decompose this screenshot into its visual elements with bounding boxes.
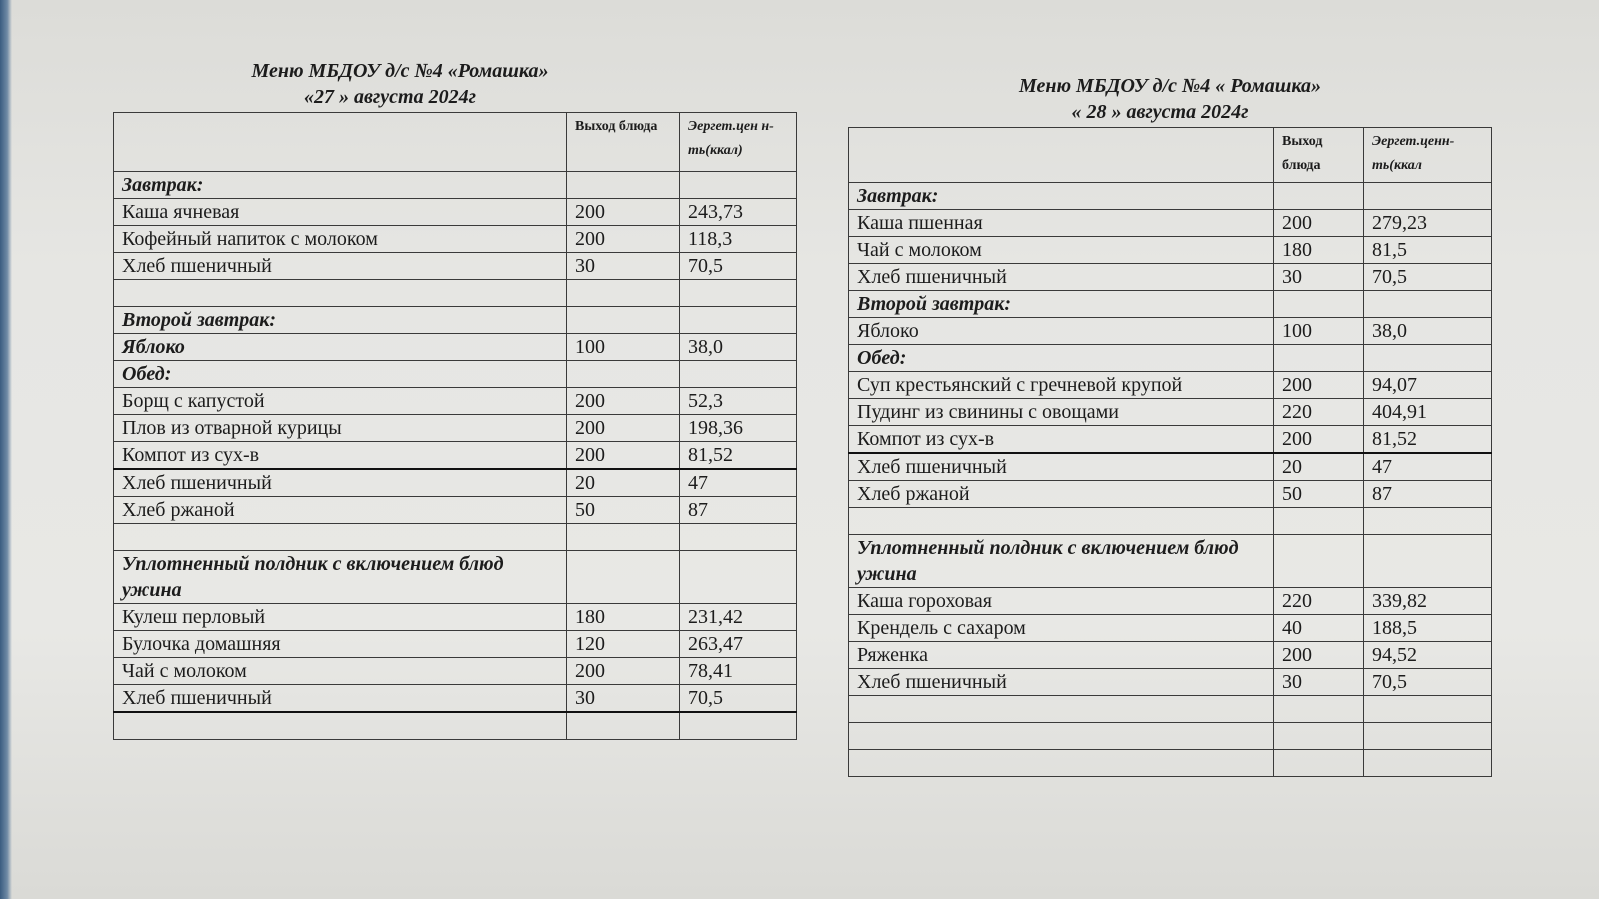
- section-row: [114, 361, 797, 388]
- dish-energy: 118,3: [680, 226, 797, 253]
- dish-yield: 200: [1274, 426, 1364, 454]
- dish-energy: [680, 307, 797, 334]
- menu-date-line: «27 » августа 2024г: [303, 86, 476, 108]
- dish-name: Каша ячневая: [114, 199, 567, 226]
- dish-name: Пудинг из свинины с овощами: [849, 399, 1274, 426]
- dish-energy: [1364, 345, 1492, 372]
- dish-energy: [680, 524, 797, 551]
- dish-name: Завтрак:: [849, 183, 1274, 210]
- section-row: [849, 291, 1492, 318]
- menu-row: [114, 442, 797, 470]
- dish-name: Компот из сух-в: [114, 442, 567, 470]
- menu-row: [114, 280, 797, 307]
- dish-name: [114, 524, 567, 551]
- dish-yield: 120: [567, 631, 680, 658]
- menu-row: [114, 497, 797, 524]
- dish-energy: 279,23: [1364, 210, 1492, 237]
- dish-yield: 200: [567, 388, 680, 415]
- dish-energy: 47: [1364, 453, 1492, 481]
- dish-yield: 100: [1274, 318, 1364, 345]
- section-row: [114, 172, 797, 199]
- dish-energy: 198,36: [680, 415, 797, 442]
- dish-energy: [1364, 183, 1492, 210]
- dish-energy: 38,0: [1364, 318, 1492, 345]
- dish-yield: [1274, 508, 1364, 535]
- dish-energy: 38,0: [680, 334, 797, 361]
- menu-row: [849, 264, 1492, 291]
- dish-name: Каша пшенная: [849, 210, 1274, 237]
- dish-energy: [680, 551, 797, 604]
- menu-row: [849, 696, 1492, 723]
- menu-row: [849, 750, 1492, 777]
- dish-yield: [567, 551, 680, 604]
- dish-name: Хлеб ржаной: [114, 497, 567, 524]
- dish-energy: 94,52: [1364, 642, 1492, 669]
- section-row: [114, 307, 797, 334]
- header-row: [114, 113, 797, 172]
- yield-column-header: Выход блюда: [1274, 128, 1364, 183]
- dish-energy: 47: [680, 469, 797, 497]
- dish-yield: 40: [1274, 615, 1364, 642]
- dish-name: Плов из отварной курицы: [114, 415, 567, 442]
- dish-yield: 30: [1274, 669, 1364, 696]
- menu-row: [114, 253, 797, 280]
- dish-yield: 200: [1274, 642, 1364, 669]
- dish-energy: 339,82: [1364, 588, 1492, 615]
- menu-row: [849, 669, 1492, 696]
- dish-name: [114, 280, 567, 307]
- dish-name: Компот из сух-в: [849, 426, 1274, 454]
- section-row: [114, 551, 797, 604]
- menu-row: [849, 318, 1492, 345]
- dish-energy: [1364, 535, 1492, 588]
- header-name-cell: [849, 128, 1274, 183]
- dish-name: Яблоко: [114, 334, 567, 361]
- dish-energy: 188,5: [1364, 615, 1492, 642]
- dish-name: Хлеб пшеничный: [114, 685, 567, 713]
- dish-name: Уплотненный полдник с включением блюд ужина: [114, 551, 567, 604]
- menu-row: [114, 631, 797, 658]
- dish-name: Крендель с сахаром: [849, 615, 1274, 642]
- dish-energy: 70,5: [1364, 669, 1492, 696]
- dish-energy: [1364, 723, 1492, 750]
- dish-yield: 200: [567, 658, 680, 685]
- dish-yield: 200: [1274, 210, 1364, 237]
- dish-name: Хлеб ржаной: [849, 481, 1274, 508]
- dish-name: Обед:: [849, 345, 1274, 372]
- dish-energy: 94,07: [1364, 372, 1492, 399]
- dish-name: Второй завтрак:: [114, 307, 567, 334]
- section-row: [849, 345, 1492, 372]
- dish-energy: 70,5: [680, 685, 797, 713]
- menu-row: [849, 481, 1492, 508]
- header-row: [849, 128, 1492, 183]
- menu-date-line: « 28 » августа 2024г: [1071, 101, 1249, 123]
- menu-row: [849, 723, 1492, 750]
- dish-energy: 243,73: [680, 199, 797, 226]
- dish-name: Борщ с капустой: [114, 388, 567, 415]
- dish-name: Хлеб пшеничный: [114, 469, 567, 497]
- dish-energy: 87: [1364, 481, 1492, 508]
- dish-yield: [567, 712, 680, 740]
- dish-name: Ряженка: [849, 642, 1274, 669]
- dish-energy: 70,5: [680, 253, 797, 280]
- menu-row: [849, 210, 1492, 237]
- menu-table: [848, 127, 1492, 777]
- dish-energy: 81,52: [680, 442, 797, 470]
- yield-column-header: Выход блюда: [567, 113, 680, 172]
- dish-yield: [1274, 723, 1364, 750]
- dish-yield: 50: [1274, 481, 1364, 508]
- dish-name: Булочка домашняя: [114, 631, 567, 658]
- dish-yield: 220: [1274, 588, 1364, 615]
- dish-name: Кофейный напиток с молоком: [114, 226, 567, 253]
- dish-name: Завтрак:: [114, 172, 567, 199]
- dish-name: Чай с молоком: [114, 658, 567, 685]
- dish-name: Хлеб пшеничный: [849, 453, 1274, 481]
- dish-energy: 81,52: [1364, 426, 1492, 454]
- menu-table: [113, 112, 797, 740]
- dish-yield: 30: [1274, 264, 1364, 291]
- dish-energy: [1364, 508, 1492, 535]
- menu-row: [114, 199, 797, 226]
- dish-energy: 81,5: [1364, 237, 1492, 264]
- dish-yield: [567, 361, 680, 388]
- menu-row: [849, 642, 1492, 669]
- dish-yield: 30: [567, 685, 680, 713]
- dish-yield: [567, 524, 680, 551]
- menu-row: [849, 615, 1492, 642]
- dish-yield: 200: [1274, 372, 1364, 399]
- dish-energy: 87: [680, 497, 797, 524]
- dish-yield: 100: [567, 334, 680, 361]
- dish-yield: 200: [567, 199, 680, 226]
- dish-energy: [680, 172, 797, 199]
- menu-row: [849, 426, 1492, 454]
- dish-name: Хлеб пшеничный: [114, 253, 567, 280]
- dish-name: [849, 696, 1274, 723]
- dish-energy: 52,3: [680, 388, 797, 415]
- dish-yield: 20: [1274, 453, 1364, 481]
- dish-yield: 220: [1274, 399, 1364, 426]
- dish-energy: [680, 712, 797, 740]
- dish-yield: 180: [1274, 237, 1364, 264]
- menu-row: [849, 508, 1492, 535]
- menu-row: [114, 388, 797, 415]
- dish-name: Кулеш перловый: [114, 604, 567, 631]
- dish-yield: [1274, 696, 1364, 723]
- menu-row: [849, 399, 1492, 426]
- dish-name: Второй завтрак:: [849, 291, 1274, 318]
- menu-row: [114, 226, 797, 253]
- dish-energy: 404,91: [1364, 399, 1492, 426]
- menu-row: [114, 469, 797, 497]
- menu-row: [849, 453, 1492, 481]
- dish-yield: 200: [567, 442, 680, 470]
- dish-energy: 70,5: [1364, 264, 1492, 291]
- dish-name: Уплотненный полдник с включением блюд ужина: [849, 535, 1274, 588]
- menu-row: [849, 588, 1492, 615]
- dish-yield: [1274, 750, 1364, 777]
- dish-yield: 180: [567, 604, 680, 631]
- dish-yield: 200: [567, 226, 680, 253]
- dish-yield: [567, 172, 680, 199]
- dish-energy: 78,41: [680, 658, 797, 685]
- menu-row: [849, 237, 1492, 264]
- menu-row: [114, 415, 797, 442]
- dish-name: [849, 750, 1274, 777]
- dish-yield: [567, 307, 680, 334]
- dish-yield: [567, 280, 680, 307]
- dish-name: [849, 508, 1274, 535]
- dish-energy: [1364, 291, 1492, 318]
- section-row: [849, 535, 1492, 588]
- dish-yield: [1274, 183, 1364, 210]
- dish-name: Яблоко: [849, 318, 1274, 345]
- energy-column-header: Эергет.ценн-ть(ккал: [1364, 128, 1492, 183]
- menu-title-line1: Меню МБДОУ д/с №4 «Ромашка»: [251, 60, 549, 82]
- dish-name: Хлеб пшеничный: [849, 264, 1274, 291]
- dish-name: Суп крестьянский с гречневой крупой: [849, 372, 1274, 399]
- dish-name: [849, 723, 1274, 750]
- monitor-edge: [0, 0, 12, 899]
- dish-yield: [1274, 291, 1364, 318]
- menu-title-line1: Меню МБДОУ д/с №4 « Ромашка»: [1018, 75, 1322, 97]
- dish-yield: 50: [567, 497, 680, 524]
- dish-name: Чай с молоком: [849, 237, 1274, 264]
- section-row: [114, 334, 797, 361]
- menu-row: [114, 658, 797, 685]
- dish-yield: 30: [567, 253, 680, 280]
- dish-yield: [1274, 535, 1364, 588]
- energy-column-header: Эергет.цен н-ть(ккал): [680, 113, 797, 172]
- section-row: [849, 183, 1492, 210]
- menu-row: [114, 685, 797, 713]
- menu-row: [849, 372, 1492, 399]
- dish-name: Хлеб пшеничный: [849, 669, 1274, 696]
- dish-yield: 20: [567, 469, 680, 497]
- menu-row: [114, 712, 797, 740]
- dish-name: Обед:: [114, 361, 567, 388]
- dish-energy: 263,47: [680, 631, 797, 658]
- menu-row: [114, 524, 797, 551]
- header-name-cell: [114, 113, 567, 172]
- dish-name: Каша гороховая: [849, 588, 1274, 615]
- dish-yield: [1274, 345, 1364, 372]
- dish-energy: [1364, 696, 1492, 723]
- dish-energy: [680, 361, 797, 388]
- dish-energy: [680, 280, 797, 307]
- dish-energy: 231,42: [680, 604, 797, 631]
- dish-energy: [1364, 750, 1492, 777]
- dish-yield: 200: [567, 415, 680, 442]
- menu-row: [114, 604, 797, 631]
- dish-name: [114, 712, 567, 740]
